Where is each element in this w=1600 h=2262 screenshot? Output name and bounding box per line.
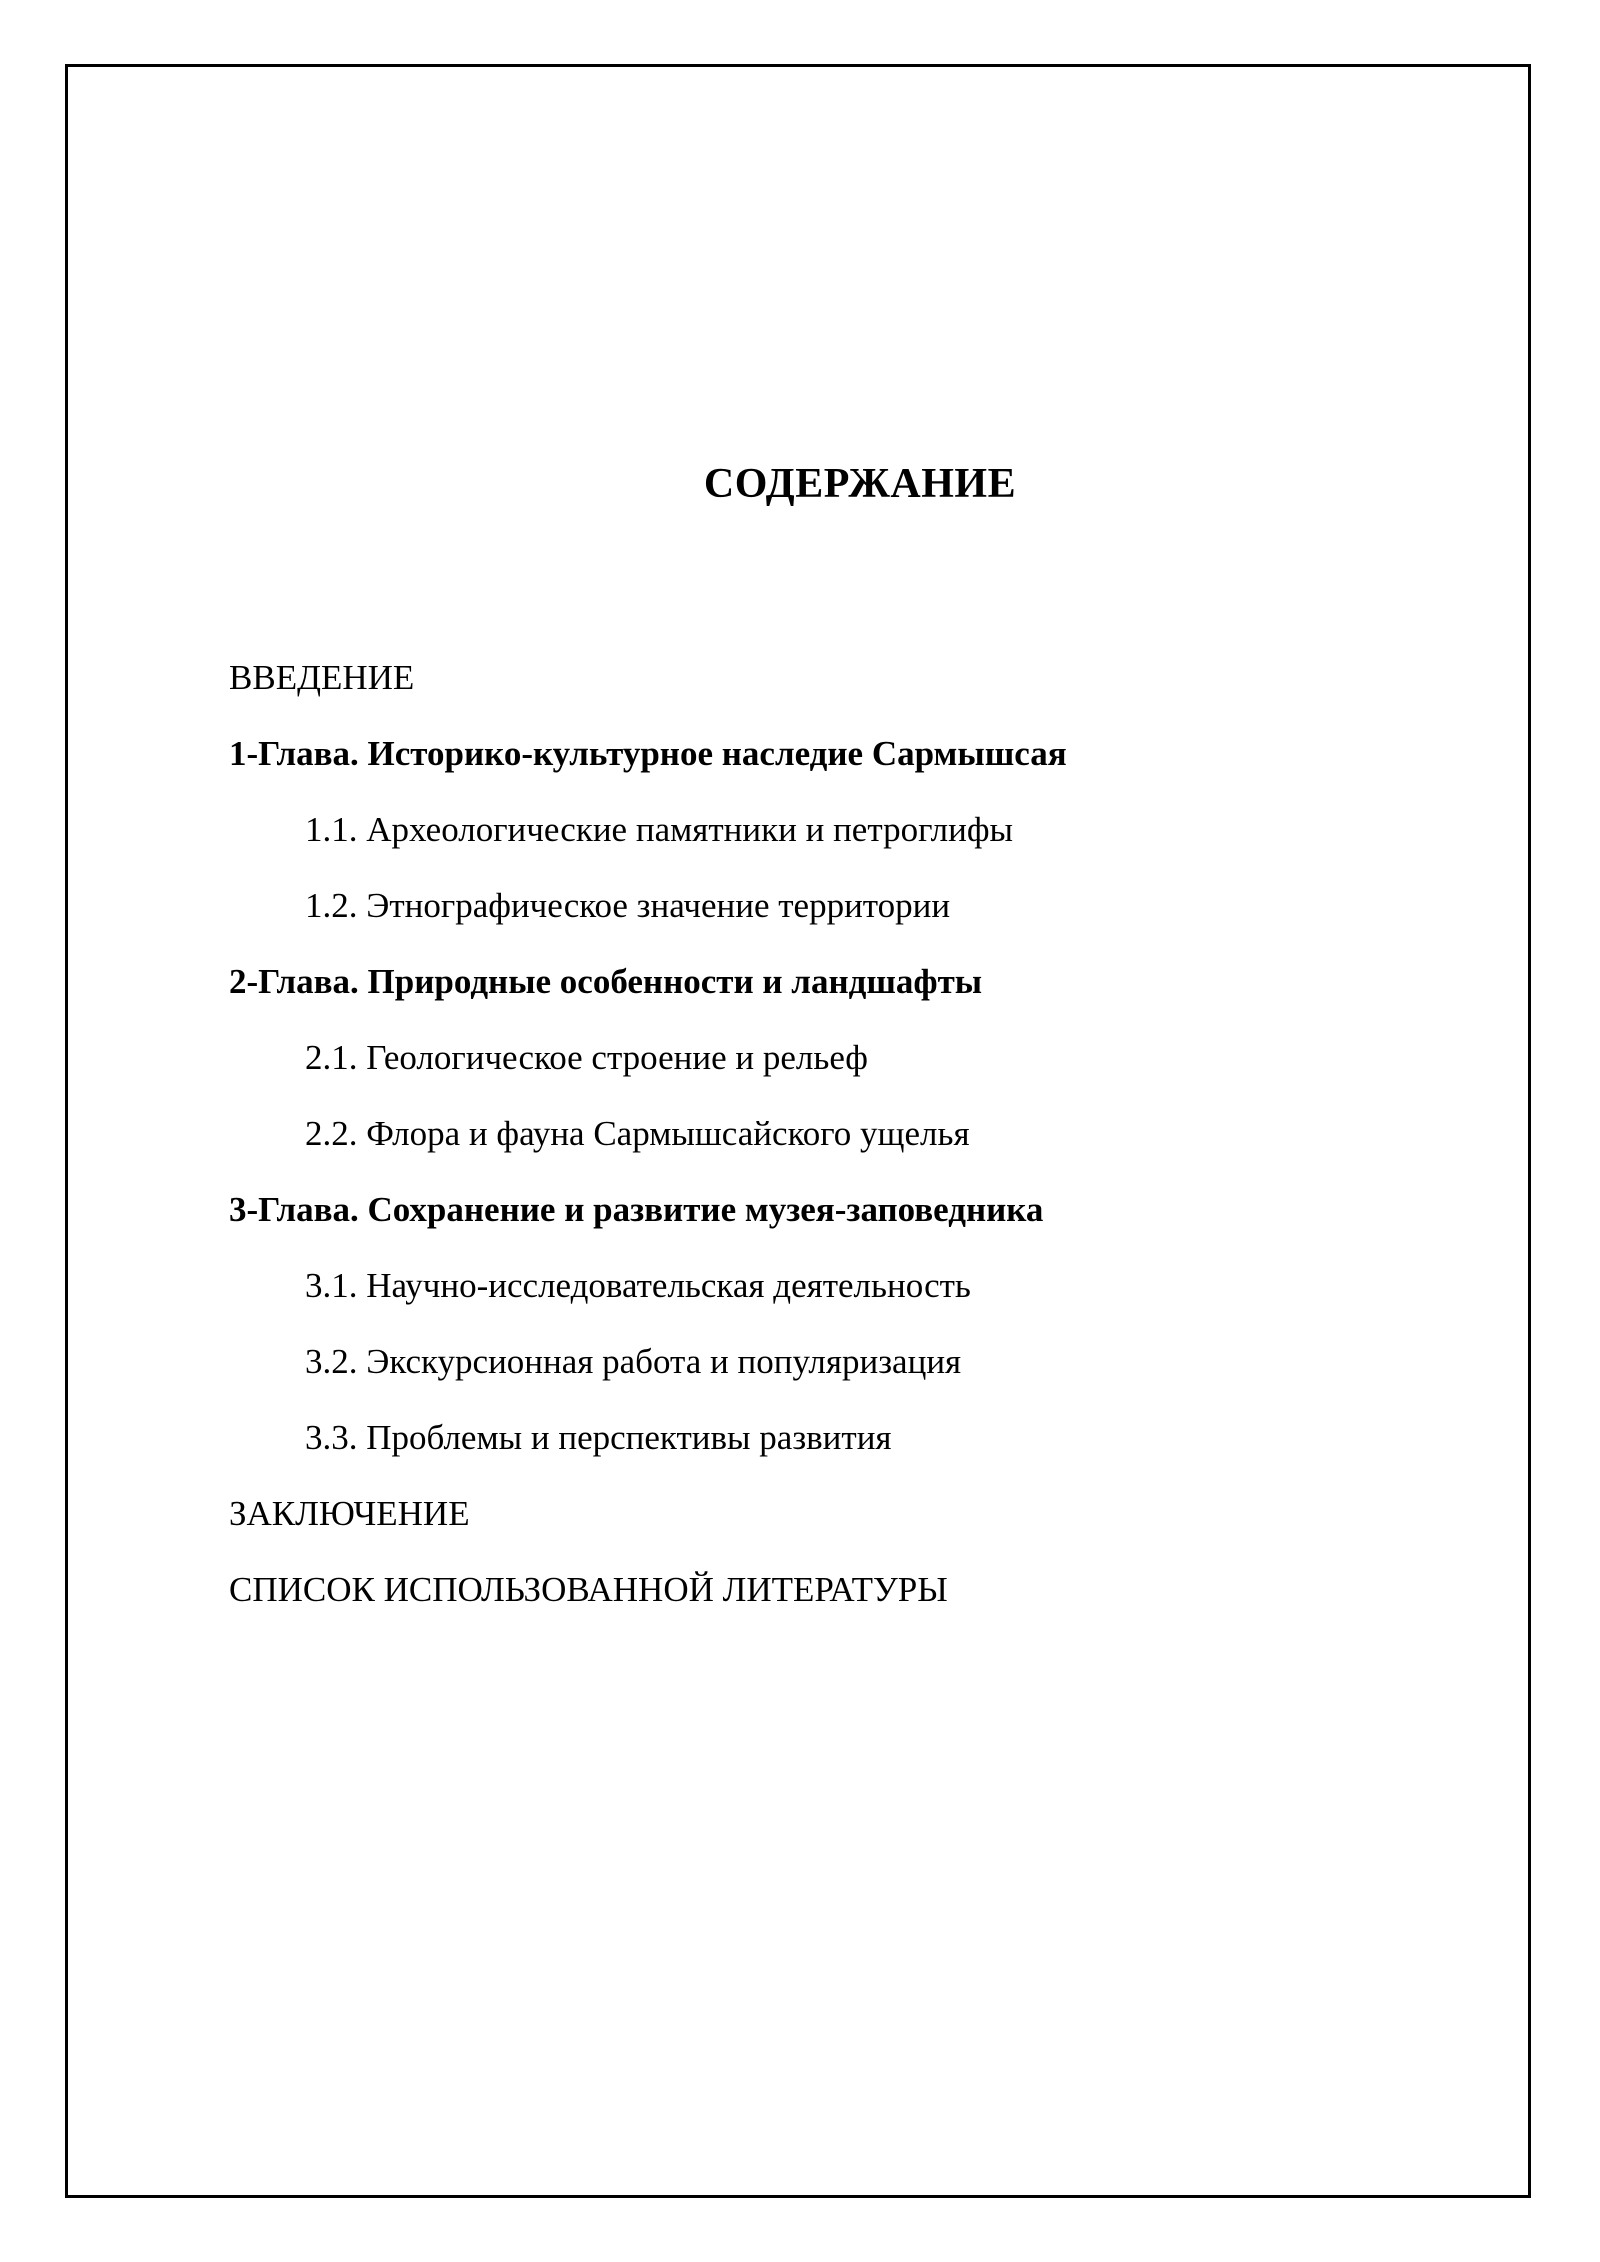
toc-chapter-3: 3-Глава. Сохранение и развитие музея-заповедника bbox=[229, 1190, 1044, 1229]
toc-section-3-1: 3.1. Научно-исследовательская деятельность bbox=[305, 1266, 971, 1305]
toc-section-3-2: 3.2. Экскурсионная работа и популяризация bbox=[305, 1342, 962, 1381]
toc-section-2-1: 2.1. Геологическое строение и рельеф bbox=[305, 1038, 868, 1077]
toc-chapter-2: 2-Глава. Природные особенности и ландшафты bbox=[229, 962, 983, 1001]
toc-entry-introduction: ВВЕДЕНИЕ bbox=[229, 658, 415, 697]
toc-section-2-2: 2.2. Флора и фауна Сармышсайского ущелья bbox=[305, 1114, 970, 1153]
toc-section-3-3: 3.3. Проблемы и перспективы развития bbox=[305, 1418, 892, 1457]
toc-section-1-1: 1.1. Археологические памятники и петроглифы bbox=[305, 810, 1014, 849]
table-of-contents bbox=[229, 640, 1479, 1628]
page-title: СОДЕРЖАНИЕ bbox=[703, 461, 1017, 507]
toc-entry-conclusion: ЗАКЛЮЧЕНИЕ bbox=[229, 1494, 470, 1533]
toc-entry-references: СПИСОК ИСПОЛЬЗОВАННОЙ ЛИТЕРАТУРЫ bbox=[229, 1570, 948, 1609]
toc-chapter-1: 1-Глава. Историко-культурное наследие Сармышсая bbox=[229, 734, 1067, 773]
toc-section-1-2: 1.2. Этнографическое значение территории bbox=[305, 886, 951, 925]
